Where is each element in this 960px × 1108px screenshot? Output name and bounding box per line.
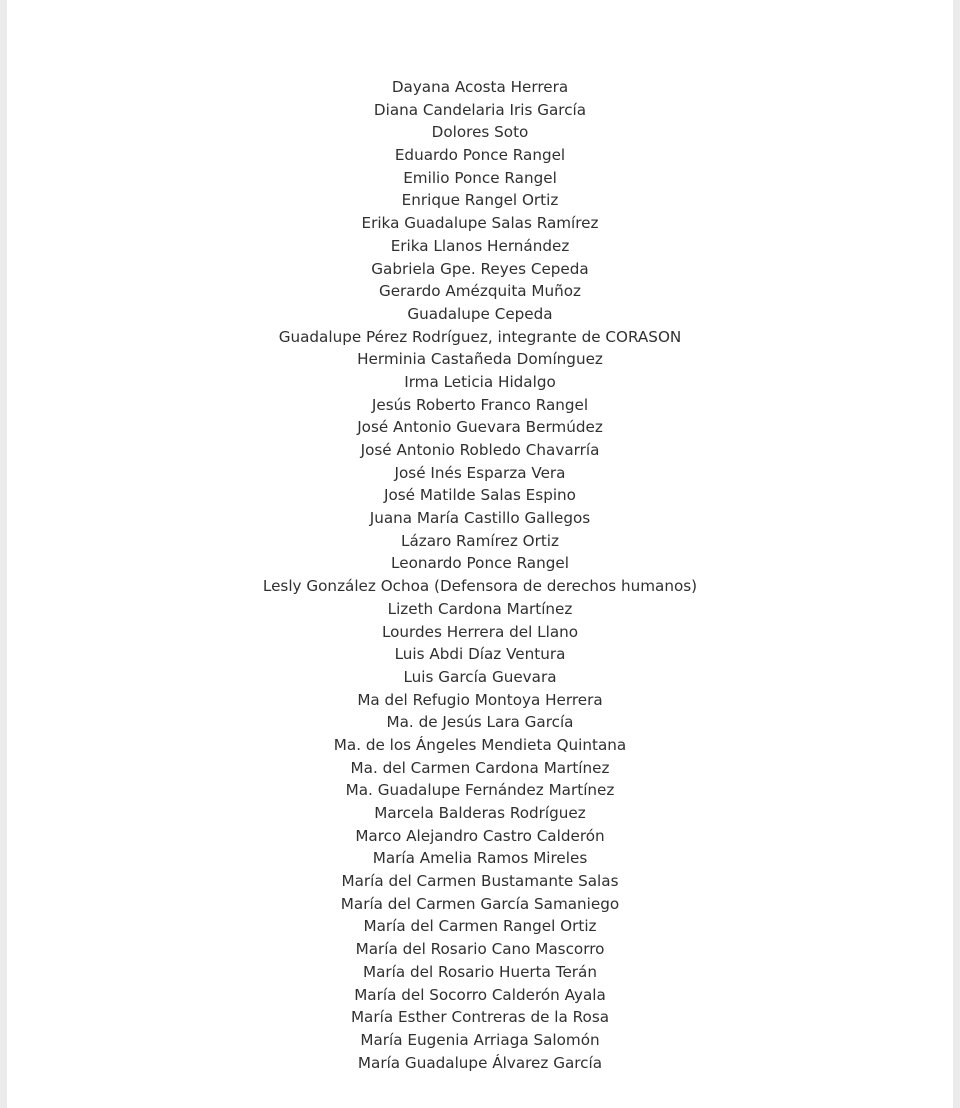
- list-item: José Antonio Robledo Chavarría: [360, 441, 600, 459]
- list-item: Jesús Roberto Franco Rangel: [371, 395, 589, 414]
- list-item: Luis Abdi Díaz Ventura: [394, 645, 566, 664]
- list-item: Luis García Guevara: [403, 667, 557, 686]
- list-item: Irma Leticia Hidalgo: [404, 372, 556, 391]
- list-item: Marco Alejandro Castro Calderón: [355, 826, 605, 845]
- list-item: María del Carmen Rangel Ortiz: [363, 917, 597, 936]
- list-item: Marcela Balderas Rodríguez: [374, 804, 586, 822]
- list-item: Enrique Rangel Ortiz: [401, 191, 559, 210]
- list-item: Ma. Guadalupe Fernández Martínez: [345, 781, 615, 800]
- list-item: Gerardo Amézquita Muñoz: [378, 282, 582, 301]
- list-item: Erika Guadalupe Salas Ramírez: [361, 214, 599, 233]
- list-item: José Antonio Guevara Bermúdez: [357, 418, 603, 437]
- list-item: María Guadalupe Álvarez García: [357, 1053, 603, 1072]
- list-item: María Eugenia Arriaga Salomón: [360, 1030, 600, 1049]
- list-item: Lourdes Herrera del Llano: [381, 622, 579, 641]
- list-item: María del Carmen Bustamante Salas: [341, 872, 619, 891]
- list-item: Ma. de Jesús Lara García: [386, 713, 574, 732]
- list-item: Lázaro Ramírez Ortiz: [400, 531, 559, 550]
- list-item: José Matilde Salas Espino: [384, 486, 576, 505]
- list-item: Diana Candelaria Iris García: [373, 100, 587, 119]
- list-item: María del Carmen García Samaniego: [340, 894, 620, 913]
- list-item: María del Rosario Huerta Terán: [363, 962, 597, 981]
- list-item: Herminia Castañeda Domínguez: [357, 350, 603, 369]
- list-item: María del Rosario Cano Mascorro: [355, 940, 605, 959]
- list-item: Ma. del Carmen Cardona Martínez: [350, 758, 610, 777]
- list-item: Gabriela Gpe. Reyes Cepeda: [371, 259, 589, 278]
- list-item: Guadalupe Pérez Rodríguez, integrante de CORASON: [278, 327, 682, 346]
- list-item: Leonardo Ponce Rangel: [391, 554, 569, 573]
- list-item: Lizeth Cardona Martínez: [387, 599, 573, 618]
- signatories-list: [7, 76, 953, 1074]
- list-item: Erika Llanos Hernández: [390, 236, 570, 255]
- list-item: María Amelia Ramos Mireles: [372, 849, 588, 868]
- list-item: María Esther Contreras de la Rosa: [350, 1008, 610, 1027]
- list-item: Lesly González Ochoa (Defensora de derechos humanos): [262, 577, 698, 596]
- list-item: Dolores Soto: [431, 123, 529, 142]
- list-item: Eduardo Ponce Rangel: [394, 146, 566, 165]
- list-item: Juana María Castillo Gallegos: [369, 509, 591, 528]
- list-item: José Inés Esparza Vera: [394, 463, 566, 482]
- list-item: María del Socorro Calderón Ayala: [354, 985, 606, 1004]
- list-item: Dayana Acosta Herrera: [391, 78, 569, 96]
- list-item: Guadalupe Cepeda: [407, 304, 553, 323]
- list-item: Ma del Refugio Montoya Herrera: [357, 690, 603, 709]
- list-item: Emilio Ponce Rangel: [403, 168, 557, 187]
- document-page: [7, 0, 953, 1108]
- list-item: Ma. de los Ángeles Mendieta Quintana: [333, 735, 627, 754]
